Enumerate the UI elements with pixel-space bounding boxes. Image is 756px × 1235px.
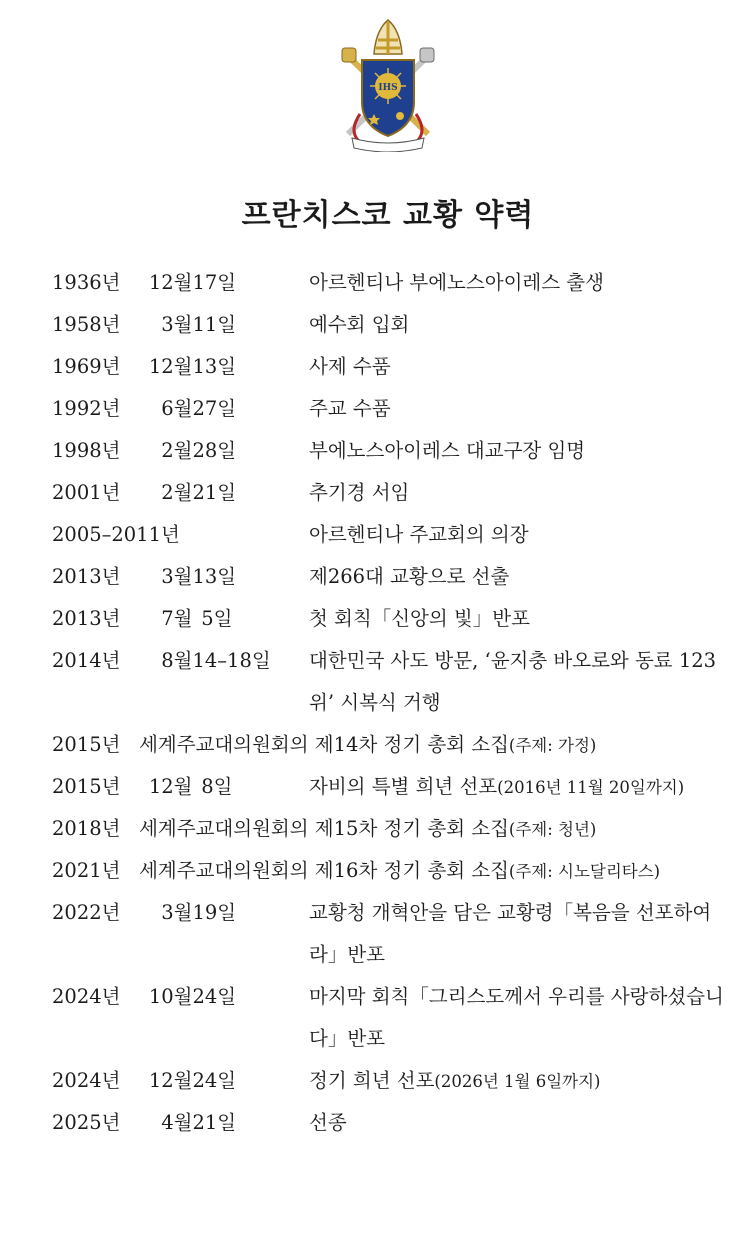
- timeline-date: 1992년 6월27일: [52, 397, 237, 420]
- page-title: 프란치스코 교황 약력: [241, 198, 535, 233]
- timeline-date: 2015년 세계주교대의원회의 제14차 정기 총회 소집(주제: 가정): [52, 733, 597, 756]
- timeline-event: 자비의 특별 희년 선포: [309, 775, 498, 798]
- timeline-date: 2005–2011년: [52, 523, 180, 546]
- timeline-date: 1936년 12월17일: [52, 271, 237, 294]
- timeline-event: 아르헨티나 부에노스아이레스 출생: [309, 271, 604, 294]
- papal-coat-of-arms-icon: [338, 14, 438, 152]
- timeline-date: 2015년 12월 8일: [52, 775, 233, 798]
- timeline-row: [52, 850, 742, 892]
- timeline-event: 예수회 입회: [309, 313, 410, 336]
- timeline-event: 주교 수품: [309, 397, 391, 420]
- timeline-row: [52, 388, 742, 430]
- timeline-event: 제266대 교황으로 선출: [309, 565, 510, 588]
- timeline-row: [52, 304, 742, 346]
- timeline-note: (주제: 가정): [508, 736, 597, 755]
- svg-text:IHS: IHS: [378, 83, 398, 93]
- timeline-event: 세계주교대의원회의 제14차 정기 총회 소집: [139, 733, 509, 756]
- timeline-list: [52, 262, 742, 1144]
- timeline-event: 첫 회칙「신앙의 빛」반포: [309, 607, 530, 630]
- timeline-row: [52, 430, 742, 472]
- timeline-date: 2018년 세계주교대의원회의 제15차 정기 총회 소집(주제: 청년): [52, 817, 597, 840]
- timeline-date: 2014년 8월14–18일: [52, 649, 271, 672]
- timeline-date: 2022년 3월19일: [52, 901, 237, 924]
- timeline-date: 2025년 4월21일: [52, 1111, 237, 1134]
- timeline-event: 세계주교대의원회의 제16차 정기 총회 소집: [139, 859, 509, 882]
- timeline-row: [52, 514, 742, 556]
- timeline-row: [52, 724, 742, 766]
- timeline-event: 부에노스아이레스 대교구장 임명: [309, 439, 586, 462]
- timeline-row: [52, 472, 742, 514]
- timeline-row: [52, 892, 742, 976]
- timeline-event: 교황청 개혁안을 담은 교황령「복음을 선포하여라」반포: [309, 901, 712, 966]
- timeline-date: 1998년 2월28일: [52, 439, 237, 462]
- timeline-date: 2013년 3월13일: [52, 565, 237, 588]
- timeline-note: (주제: 시노달리타스): [508, 862, 661, 881]
- timeline-row: [52, 1060, 742, 1102]
- timeline-row: [52, 640, 742, 724]
- timeline-event: 정기 희년 선포: [309, 1069, 435, 1092]
- timeline-row: [52, 556, 742, 598]
- timeline-note: (2026년 1월 6일까지): [434, 1072, 601, 1091]
- timeline-event: 세계주교대의원회의 제15차 정기 총회 소집: [139, 817, 509, 840]
- timeline-row: [52, 598, 742, 640]
- timeline-date: 2001년 2월21일: [52, 481, 237, 504]
- timeline-row: [52, 766, 742, 808]
- timeline-event: 아르헨티나 주교회의 의장: [309, 523, 529, 546]
- timeline-event: 선종: [309, 1111, 347, 1134]
- timeline-row: [52, 808, 742, 850]
- timeline-row: [52, 1102, 742, 1144]
- timeline-date: 1969년 12월13일: [52, 355, 237, 378]
- timeline-event: 추기경 서임: [309, 481, 410, 504]
- timeline-row: [52, 262, 742, 304]
- timeline-date: 1958년 3월11일: [52, 313, 237, 336]
- timeline-event: 마지막 회칙「그리스도께서 우리를 사랑하셨습니다」반포: [309, 985, 724, 1050]
- timeline-event: 사제 수품: [309, 355, 391, 378]
- timeline-note: (2016년 11월 20일까지): [497, 778, 685, 797]
- timeline-date: 2021년 세계주교대의원회의 제16차 정기 총회 소집(주제: 시노달리타스): [52, 859, 661, 882]
- timeline-date: 2024년 12월24일: [52, 1069, 237, 1092]
- timeline-date: 2024년 10월24일: [52, 985, 237, 1008]
- timeline-date: 2013년 7월 5일: [52, 607, 233, 630]
- timeline-row: [52, 346, 742, 388]
- timeline-note: (주제: 청년): [508, 820, 597, 839]
- timeline-row: [52, 976, 742, 1060]
- timeline-event: 대한민국 사도 방문, ‘윤지충 바오로와 동료 123위’ 시복식 거행: [309, 649, 717, 714]
